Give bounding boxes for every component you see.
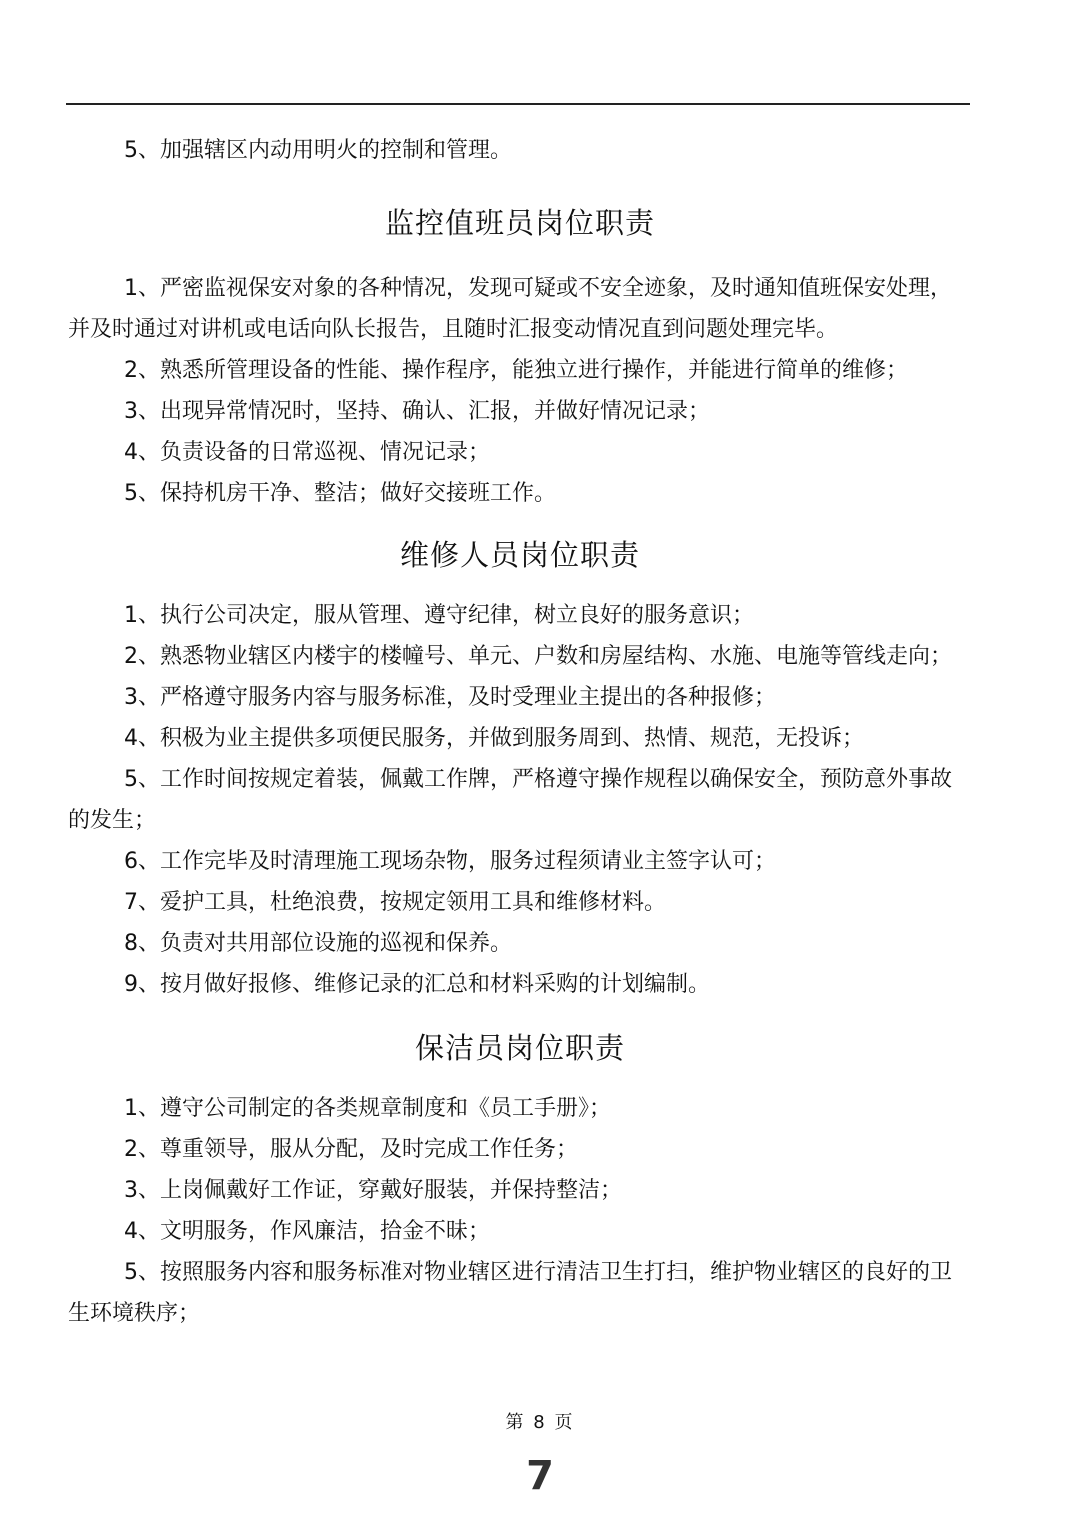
section2-item-4: 4、积极为业主提供多项便民服务，并做到服务周到、热情、规范，无投诉； [124, 726, 864, 751]
section1-item-5: 5、保持机房干净、整洁；做好交接班工作。 [124, 481, 556, 506]
section2-item-5: 5、工作时间按规定着装，佩戴工作牌，严格遵守操作规程以确保安全，预防意外事故的发生； [68, 767, 952, 833]
section2-item-7: 7、爱护工具，杜绝浪费，按规定领用工具和维修材料。 [124, 890, 666, 915]
section3-item-1: 1、遵守公司制定的各类规章制度和《员工手册》； [124, 1096, 611, 1121]
section-title-monitoring-duty: 监控值班员岗位职责 [384, 206, 655, 240]
intro-item-5: 5、加强辖区内动用明火的控制和管理。 [124, 138, 512, 163]
section3-item-3: 3、上岗佩戴好工作证，穿戴好服装，并保持整洁； [124, 1178, 622, 1203]
section3-item-2: 2、尊重领导，服从分配，及时完成工作任务； [124, 1137, 578, 1162]
section-title-maintenance-staff: 维修人员岗位职责 [399, 538, 640, 572]
header-rule [66, 103, 970, 105]
section1-item-2: 2、熟悉所管理设备的性能、操作程序，能独立进行操作，并能进行简单的维修； [124, 358, 908, 383]
section2-item-9: 9、按月做好报修、维修记录的汇总和材料采购的计划编制。 [124, 972, 710, 997]
section3-item-5: 5、按照服务内容和服务标准对物业辖区进行清洁卫生打扫，维护物业辖区的良好的卫生环境秩序； [68, 1260, 952, 1326]
section1-item-3: 3、出现异常情况时，坚持、确认、汇报，并做好情况记录； [124, 399, 710, 424]
section2-item-6: 6、工作完毕及时清理施工现场杂物，服务过程须请业主签字认可； [124, 849, 776, 874]
section2-item-3: 3、严格遵守服务内容与服务标准，及时受理业主提出的各种报修； [124, 685, 776, 710]
section2-item-2: 2、熟悉物业辖区内楼宇的楼幢号、单元、户数和房屋结构、水施、电施等管线走向； [124, 644, 952, 669]
section2-item-8: 8、负责对共用部位设施的巡视和保养。 [124, 931, 512, 956]
document-body [68, 130, 972, 1334]
section1-item-1: 1、严密监视保安对象的各种情况，发现可疑或不安全迹象，及时通知值班保安处理，并及时通过对讲机或电话向队长报告，且随时汇报变动情况直到问题处理完毕。 [68, 276, 952, 342]
section3-item-4: 4、文明服务，作风廉洁，拾金不昧； [124, 1219, 490, 1244]
page-marker-number: 7 [526, 1453, 554, 1499]
page-number-label: 第 8 页 [505, 1412, 575, 1433]
section-title-cleaning-staff: 保洁员岗位职责 [414, 1031, 625, 1065]
section1-item-4: 4、负责设备的日常巡视、情况记录； [124, 440, 490, 465]
section2-item-1: 1、执行公司决定，服从管理、遵守纪律，树立良好的服务意识； [124, 603, 754, 628]
